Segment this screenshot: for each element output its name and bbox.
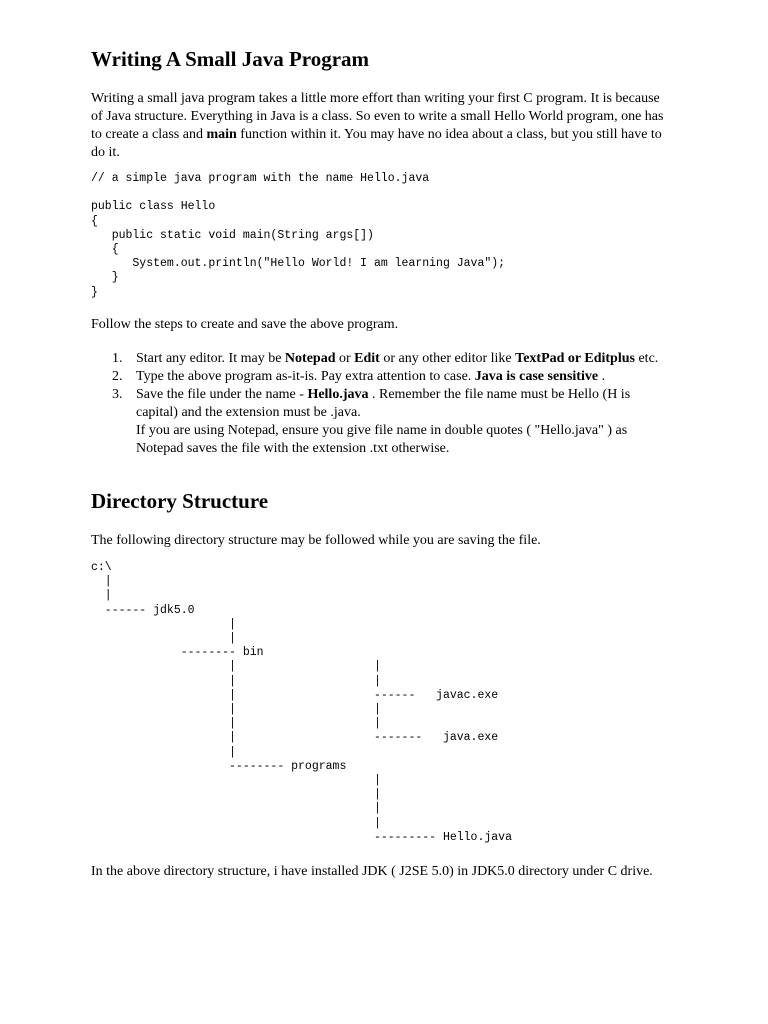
steps-list bbox=[91, 350, 661, 458]
section-heading: Directory Structure bbox=[91, 489, 269, 513]
step-text: or bbox=[335, 351, 355, 366]
step-bold: Hello.java bbox=[307, 387, 369, 402]
step-number: 3. bbox=[112, 387, 123, 402]
step-text: Type the above program as-it-is. Pay extra attention to case. bbox=[136, 369, 475, 384]
step-bold: Java is case sensitive bbox=[474, 369, 599, 384]
step-text: Start any editor. It may be bbox=[136, 351, 285, 366]
directory-intro-text: The following directory structure may be followed while you are saving the file. bbox=[91, 533, 541, 548]
step-text: Save the file under the name - bbox=[136, 387, 308, 402]
intro-text-2: function within it. You may have no idea about a class, but you still have to do it. bbox=[91, 127, 662, 160]
closing-paragraph: In the above directory structure, i have installed JDK ( J2SE 5.0) in JDK5.0 directory under C drive. bbox=[91, 864, 653, 879]
intro-paragraph bbox=[91, 90, 671, 162]
step-number: 2. bbox=[112, 369, 123, 384]
step-bold: Edit bbox=[354, 351, 380, 366]
page-title: Writing A Small Java Program bbox=[91, 47, 370, 71]
step-text: . Remember the file name must be Hello (H is capital) and the extension must be .java. bbox=[136, 387, 631, 420]
directory-tree-diagram: c:\ | | ------ jdk5.0 | | -------- bin | | | | | ------ javac.exe | | | | | ------- java.exe | -------- programs | | | | --------- Hello.java bbox=[91, 561, 512, 844]
step-text: . bbox=[598, 369, 606, 384]
list-item bbox=[91, 350, 661, 368]
list-item bbox=[91, 386, 661, 458]
list-item bbox=[91, 368, 661, 386]
intro-bold-main: main bbox=[206, 127, 237, 142]
intro-text-1: Writing a small java program takes a little more effort than writing your first C program. It is because of Java structure. Everything in Java is a class. So even to write a small Hello World program, one has to create a class and bbox=[91, 91, 664, 142]
step-number: 1. bbox=[112, 351, 123, 366]
step-bold: TextPad or Editplus bbox=[515, 351, 635, 366]
step-text: If you are using Notepad, ensure you give file name in double quotes ( "Hello.java" ) as Notepad saves the file with the extension .txt otherwise. bbox=[136, 423, 628, 456]
java-code-block: // a simple java program with the name Hello.java public class Hello { public static void main(String args[]) { System.out.println("Hello World! I am learning Java"); } } bbox=[91, 172, 506, 299]
follow-steps-text: Follow the steps to create and save the above program. bbox=[91, 317, 399, 332]
step-text: etc. bbox=[634, 351, 659, 366]
step-bold: Notepad bbox=[284, 351, 336, 366]
step-text: or any other editor like bbox=[379, 351, 516, 366]
